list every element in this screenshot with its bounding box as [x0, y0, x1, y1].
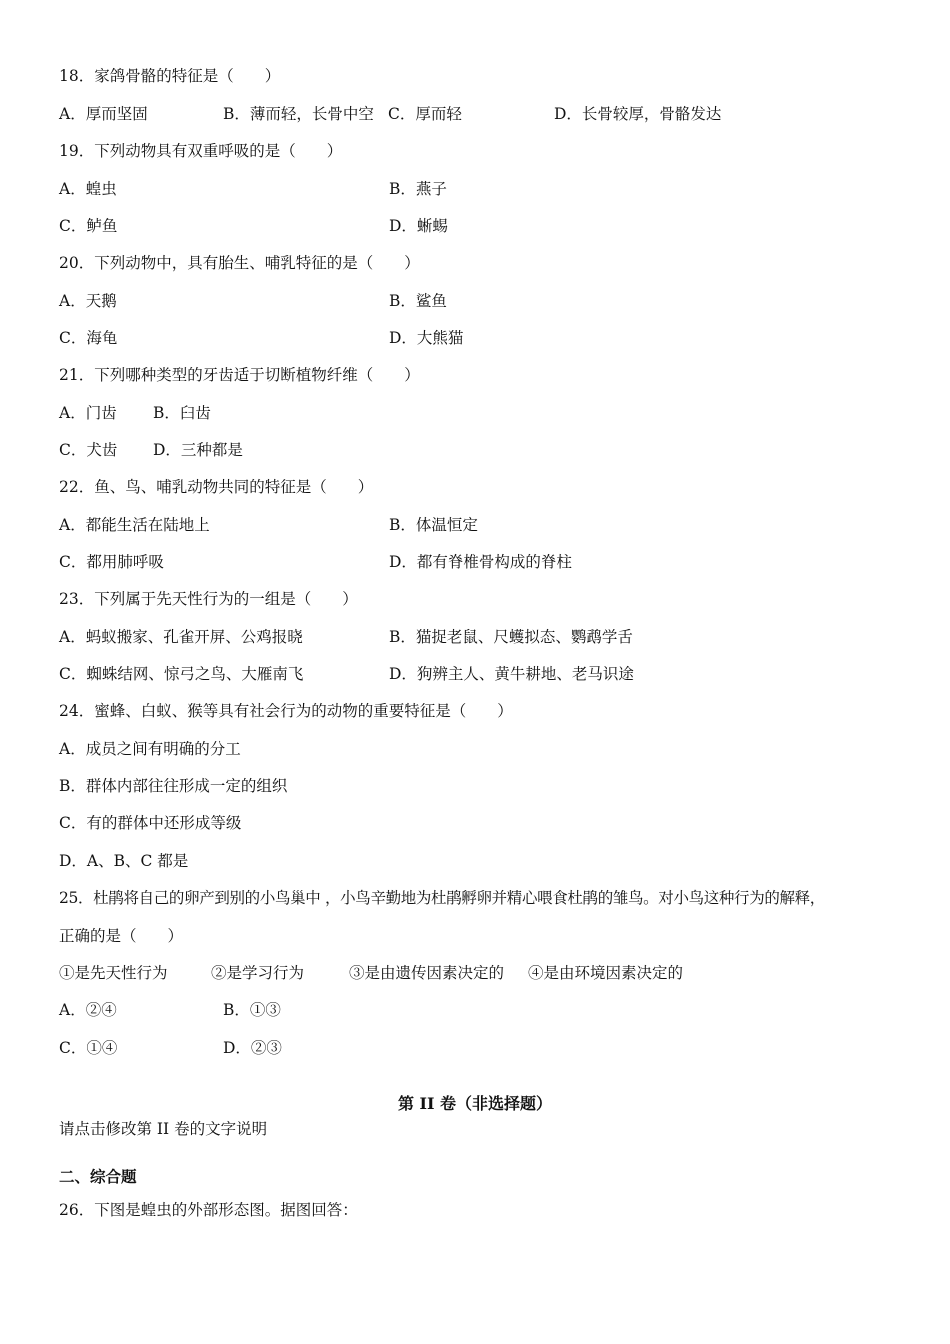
q22-option-d: D．都有脊椎骨构成的脊柱 [389, 553, 572, 571]
q20-option-a: A．天鹅 [59, 292, 117, 310]
q24-option-b: B．群体内部往往形成一定的组织 [59, 777, 288, 795]
q25-option-b: B．①③ [223, 1001, 281, 1019]
q20-option-d: D．大熊猫 [389, 329, 464, 347]
q20-option-c: C．海龟 [59, 329, 118, 347]
q19-option-d: D．蜥蜴 [389, 217, 448, 235]
q23-option-a: A．蚂蚁搬家、孔雀开屏、公鸡报晓 [59, 628, 303, 646]
q24-option-d: D．A、B、C 都是 [59, 852, 189, 870]
q22-stem: 22．鱼、鸟、哺乳动物共同的特征是（ ） [59, 478, 374, 496]
part-2-heading: 二、综合题 [59, 1167, 137, 1186]
q19-option-a: A．蝗虫 [59, 180, 117, 198]
q22-option-c: C．都用肺呼吸 [59, 553, 164, 571]
q21-stem: 21．下列哪种类型的牙齿适于切断植物纤维（ ） [59, 366, 420, 384]
q24-option-c: C．有的群体中还形成等级 [59, 814, 242, 832]
q18-option-d: D．长骨较厚，骨骼发达 [554, 105, 722, 123]
q21-option-b: B．臼齿 [153, 404, 211, 422]
q26-stem: 26．下图是蝗虫的外部形态图。据图回答： [59, 1201, 358, 1219]
q25-statement-1: ①是先天性行为 [59, 964, 168, 982]
q19-stem: 19．下列动物具有双重呼吸的是（ ） [59, 142, 343, 160]
q25-statement-4: ④是由环境因素决定的 [528, 964, 684, 982]
q25-option-d: D．②③ [223, 1039, 282, 1057]
q21-option-d: D．三种都是 [153, 441, 243, 459]
q24-stem: 24．蜜蜂、白蚁、猴等具有社会行为的动物的重要特征是（ ） [59, 702, 513, 720]
q20-option-b: B．鲨鱼 [389, 292, 447, 310]
q25-option-a: A．②④ [59, 1001, 117, 1019]
q25-stem-line1: 25．杜鹃将自己的卵产到别的小鸟巢中 ，小鸟辛勤地为杜鹃孵卵并精心喂食杜鹃的雏鸟。对小鸟这种行为的解释， [59, 889, 825, 907]
q18-option-c: C．厚而轻 [388, 105, 462, 123]
q21-option-c: C．犬齿 [59, 441, 118, 459]
q23-option-d: D．狗辨主人、黄牛耕地、老马识途 [389, 665, 634, 683]
q20-stem: 20．下列动物中，具有胎生、哺乳特征的是（ ） [59, 254, 420, 272]
q25-option-c: C．①④ [59, 1039, 118, 1057]
section-2-note: 请点击修改第 II 卷的文字说明 [59, 1120, 268, 1138]
q23-stem: 23．下列属于先天性行为的一组是（ ） [59, 590, 358, 608]
q22-option-a: A．都能生活在陆地上 [59, 516, 210, 534]
q23-option-b: B．猫捉老鼠、尺蠖拟态、鹦鹉学舌 [389, 628, 633, 646]
q25-statement-3: ③是由遗传因素决定的 [349, 964, 505, 982]
q19-option-c: C．鲈鱼 [59, 217, 118, 235]
q25-statement-2: ②是学习行为 [211, 964, 305, 982]
q25-stem-line2: 正确的是（ ） [59, 927, 184, 945]
q24-option-a: A．成员之间有明确的分工 [59, 740, 241, 758]
q18-option-a: A．厚而坚固 [59, 105, 148, 123]
q21-option-a: A．门齿 [59, 404, 117, 422]
section-2-title: 第 II 卷（非选择题） [397, 1094, 553, 1113]
q23-option-c: C．蜘蛛结网、惊弓之鸟、大雁南飞 [59, 665, 304, 683]
q22-option-b: B．体温恒定 [389, 516, 478, 534]
q18-stem: 18．家鸽骨骼的特征是（ ） [59, 67, 281, 85]
q19-option-b: B．燕子 [389, 180, 447, 198]
q18-option-b: B．薄而轻，长骨中空 [223, 105, 374, 123]
